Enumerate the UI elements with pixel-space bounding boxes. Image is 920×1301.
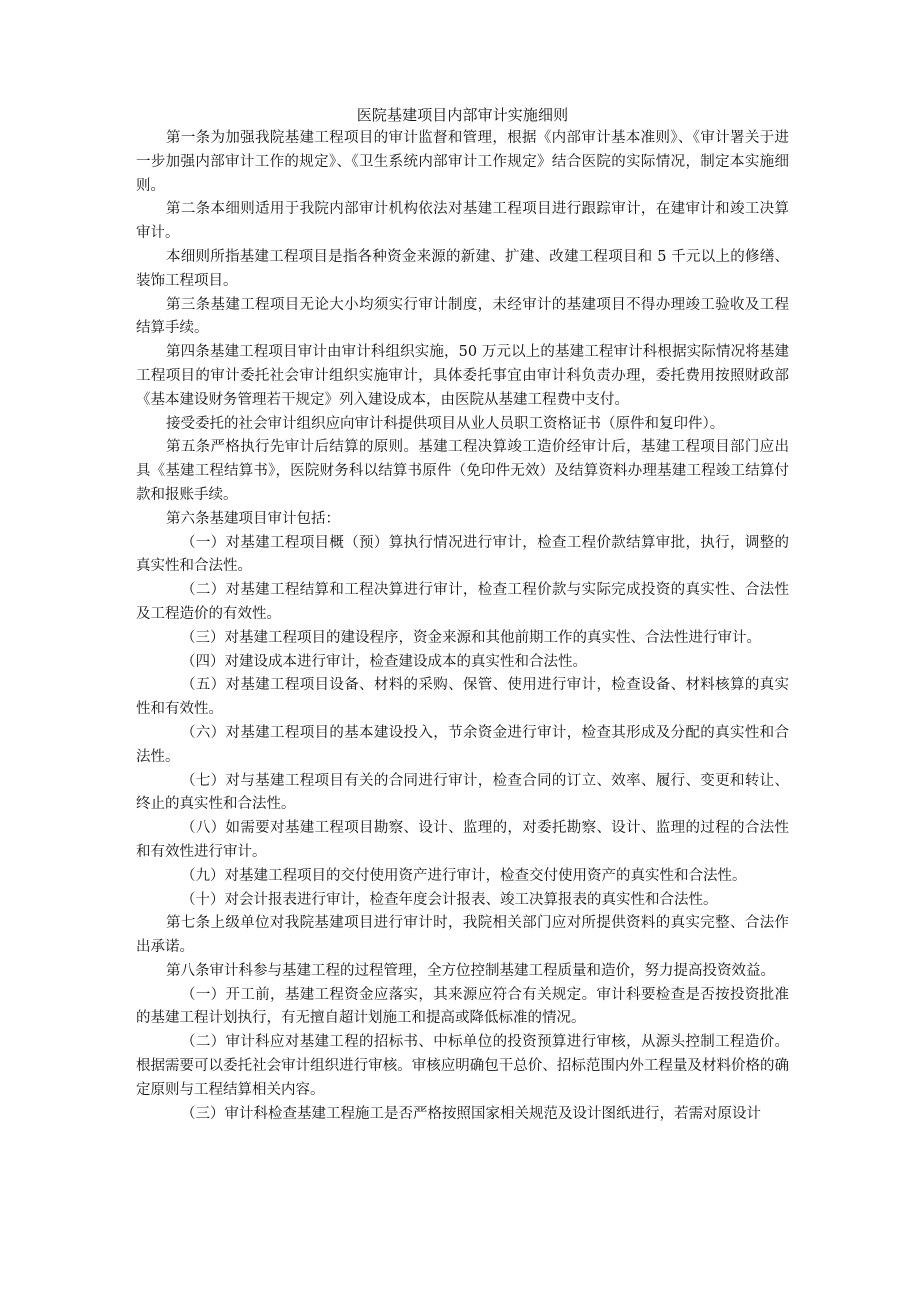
article-7-paragraph: 第七条上级单位对我院基建项目进行审计时，我院相关部门应对所提供资料的真实完整、合法作出承诺。 <box>136 915 789 956</box>
article-6-item-2: （二）对基建工程结算和工程决算进行审计，检查工程价款与实际完成投资的真实性、合法性及工程造价的有效性。 <box>136 582 789 622</box>
article-6-item-1: （一）对基建工程项目概（预）算执行情况进行审计，检查工程价款结算审批，执行，调整的真实性和合法性。 <box>136 534 789 575</box>
document-body <box>136 103 789 1126</box>
project-scope-paragraph: 本细则所指基建工程项目是指各种资金来源的新建、扩建、改建工程项目和 5 千元以上的修缮、装饰工程项目。 <box>136 248 789 289</box>
article-6-item-5: （五）对基建工程项目设备、材料的采购、保管、使用进行审计，检查设备、材料核算的真实性和有效性。 <box>136 677 789 718</box>
article-6-heading: 第六条基建项目审计包括： <box>166 510 340 527</box>
article-6-item-10: （十）对会计报表进行审计，检查年度会计报表、竣工决算报表的真实性和合法性。 <box>181 891 718 908</box>
audit-organization-certificate-paragraph: 接受委托的社会审计组织应向审计科提供项目从业人员职工资格证书（原件和复印件）。 <box>166 415 725 432</box>
article-6-item-3: （三）对基建工程项目的建设程序，资金来源和其他前期工作的真实性、合法性进行审计。 <box>181 629 761 646</box>
article-6-item-7: （七）对与基建工程项目有关的合同进行审计，检查合同的订立、效率、履行、变更和转让、终止的真实性和合法性。 <box>136 772 789 813</box>
article-5-paragraph: 第五条严格执行先审计后结算的原则。基建工程决算竣工造价经审计后，基建工程项目部门应出具《基建工程结算书》，医院财务科以结算书原件（免印件无效）及结算资料办理基建工程竣工结算付款和报账手续。 <box>136 439 789 503</box>
article-8-paragraph: 第八条审计科参与基建工程的过程管理，全方位控制基建工程质量和造价，努力提高投资效益。 <box>166 962 775 979</box>
article-6-item-6: （六）对基建工程项目的基本建设投入，节余资金进行审计，检查其形成及分配的真实性和合法性。 <box>136 724 789 765</box>
article-1-paragraph: 第一条为加强我院基建工程项目的审计监督和管理，根据《内部审计基本准则》、《审计署关于进一步加强内部审计工作的规定》、《卫生系统内部审计工作规定》结合医院的实际情况，制定本实施细则。 <box>136 130 789 194</box>
article-6-item-9: （九）对基建工程项目的交付使用资产进行审计，检查交付使用资产的真实性和合法性。 <box>181 867 747 884</box>
article-6-item-4: （四）对建设成本进行审计，检查建设成本的真实性和合法性。 <box>181 653 587 670</box>
article-3-paragraph: 第三条基建工程项目无论大小均须实行审计制度，未经审计的基建项目不得办理竣工验收及工程结算手续。 <box>136 296 789 337</box>
article-2-paragraph: 第二条本细则适用于我院内部审计机构依法对基建工程项目进行跟踪审计，在建审计和竣工决算审计。 <box>136 201 789 242</box>
article-8-item-2: （二）审计科应对基建工程的招标书、中标单位的投资预算进行审核，从源头控制工程造价。根据需要可以委托社会审计组织进行审核。审核应明确包干总价、招标范围内外工程量及材料价格的确定原则与工程结算相关内容。 <box>136 1034 789 1098</box>
article-6-item-8: （八）如需要对基建工程项目勘察、设计、监理的，对委托勘察、设计、监理的过程的合法性和有效性进行审计。 <box>136 820 789 860</box>
document-title: 医院基建项目内部审计实施细则 <box>356 106 569 124</box>
article-8-item-3: （三）审计科检查基建工程施工是否严格按照国家相关规范及设计图纸进行，若需对原设计 <box>181 1105 761 1122</box>
article-8-item-1: （一）开工前，基建工程资金应落实，其来源应符合有关规定。审计科要检查是否按投资批准的基建工程计划执行，有无擅自超计划施工和提高或降低标准的情况。 <box>136 986 789 1027</box>
article-4-paragraph: 第四条基建工程项目审计由审计科组织实施，50 万元以上的基建工程审计科根据实际情况将基建工程项目的审计委托社会审计组织实施审计，具体委托事宜由审计科负责办理，委托费用按照财政部《基本建设财务管理若干规定》列入建设成本，由医院从基建工程费中支付。 <box>136 344 789 408</box>
